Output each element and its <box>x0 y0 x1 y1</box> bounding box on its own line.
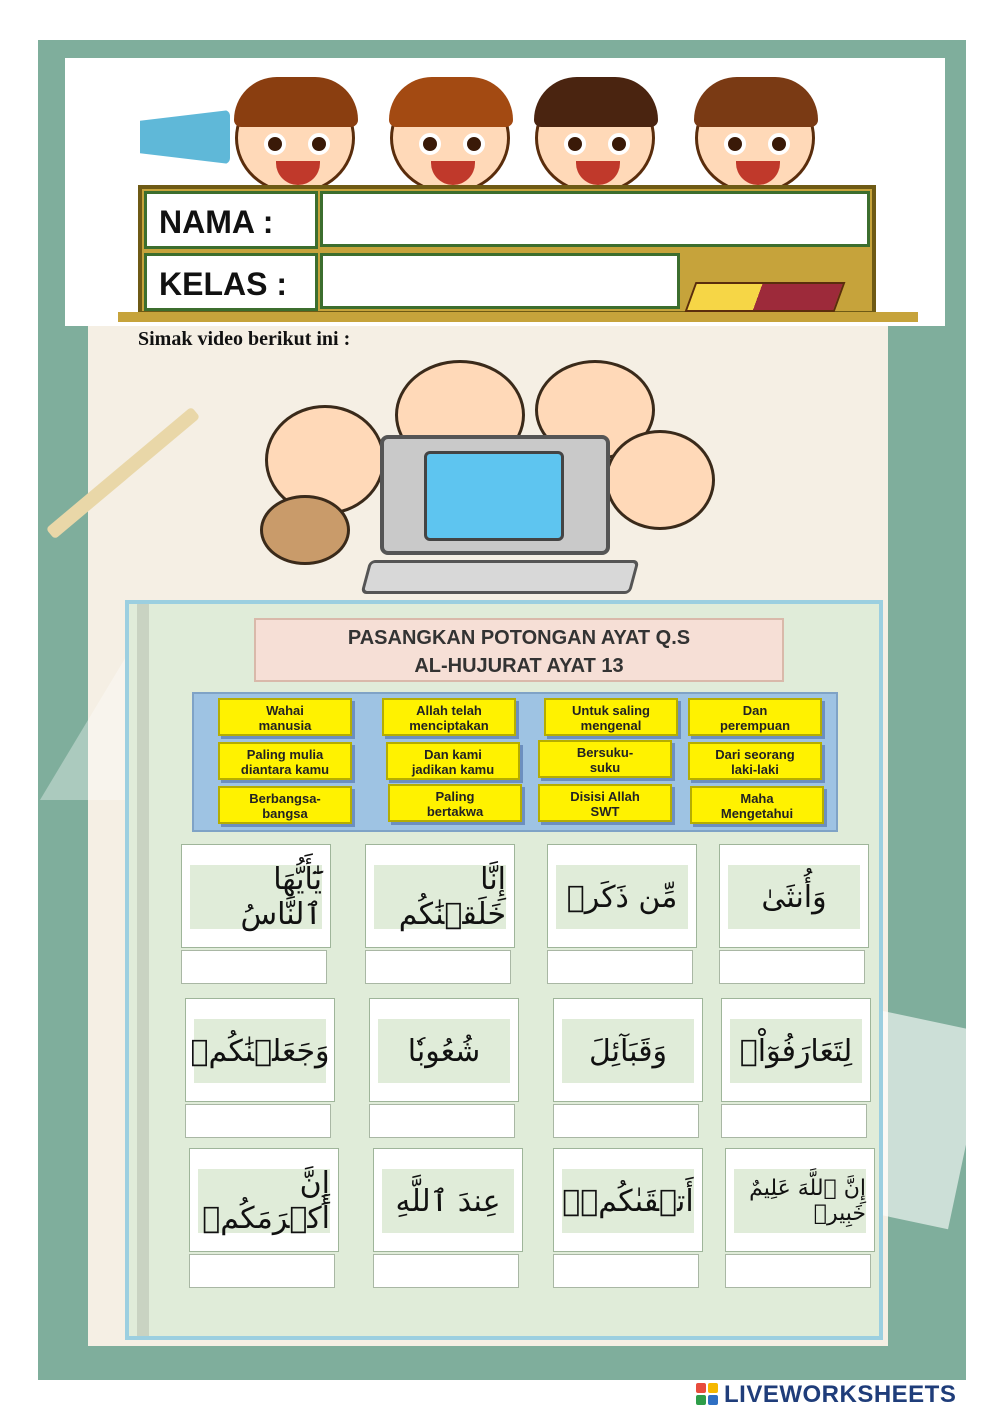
answer-chip[interactable]: Paling bertakwa <box>388 784 522 822</box>
verse-card <box>553 1148 703 1252</box>
answer-drop-zone[interactable] <box>369 1104 515 1138</box>
answer-chip[interactable]: Dan perempuan <box>688 698 822 736</box>
nama-input[interactable] <box>320 191 870 247</box>
verse-text: وَجَعَلۡنَٰكُمۡ <box>194 1019 326 1083</box>
verse-text: أَتۡقَىٰكُمۡۚ <box>562 1169 694 1233</box>
nama-label: NAMA : <box>159 204 274 240</box>
eraser-icon <box>685 282 846 312</box>
answer-drop-zone[interactable] <box>719 950 865 984</box>
answer-drop-zone[interactable] <box>373 1254 519 1288</box>
verse-text: إِنَّ أَكۡرَمَكُمۡ <box>198 1169 330 1233</box>
answer-drop-zone[interactable] <box>365 950 511 984</box>
answer-drop-zone[interactable] <box>189 1254 335 1288</box>
answer-chip-bank <box>192 692 838 832</box>
verse-text: إِنَّ ٱللَّهَ عَلِيمٌ خَبِيرٞ <box>734 1169 866 1233</box>
liveworksheets-logo[interactable] <box>696 1380 956 1410</box>
answer-drop-zone[interactable] <box>185 1104 331 1138</box>
answer-drop-zone[interactable] <box>553 1104 699 1138</box>
verse-card <box>547 844 697 948</box>
kelas-label: KELAS : <box>159 266 287 302</box>
nama-label-box <box>144 191 318 249</box>
boy-face-icon <box>605 430 715 530</box>
panel-title-line2: AL-HUJURAT AYAT 13 <box>414 655 624 677</box>
verse-card <box>553 998 703 1102</box>
answer-chip[interactable]: Paling mulia diantara kamu <box>218 742 352 780</box>
panel-edge <box>137 604 149 1336</box>
answer-chip[interactable]: Disisi Allah SWT <box>538 784 672 822</box>
verse-text: لِتَعَارَفُوٓاْۚ <box>730 1019 862 1083</box>
answer-chip[interactable]: Berbangsa- bangsa <box>218 786 352 824</box>
verse-text: عِندَ ٱللَّهِ <box>382 1169 514 1233</box>
verse-text: مِّن ذَكَرٖ <box>556 865 688 929</box>
verse-card <box>369 998 519 1102</box>
answer-chip[interactable]: Dan kami jadikan kamu <box>386 742 520 780</box>
answer-drop-zone[interactable] <box>553 1254 699 1288</box>
liveworksheets-icon <box>696 1383 720 1407</box>
verse-card <box>721 998 871 1102</box>
kid-face-icon <box>695 82 815 194</box>
matching-panel <box>125 600 883 1340</box>
monitor-icon <box>380 435 610 555</box>
verse-card <box>365 844 515 948</box>
answer-drop-zone[interactable] <box>181 950 327 984</box>
verse-text: شُعُوبٗا <box>378 1019 510 1083</box>
answer-chip[interactable]: Wahai manusia <box>218 698 352 736</box>
verse-card <box>181 844 331 948</box>
brand-name: LIVEWORKSHEETS <box>724 1381 957 1408</box>
verse-text: وَأُنثَىٰ <box>728 865 860 929</box>
answer-chip[interactable]: Allah telah menciptakan <box>382 698 516 736</box>
verse-text: وَقَبَآئِلَ <box>562 1019 694 1083</box>
instruction-text: Simak video berikut ini : <box>138 328 351 350</box>
kid-face-icon <box>390 82 510 194</box>
computer-kids-illustration <box>255 355 725 605</box>
answer-drop-zone[interactable] <box>725 1254 871 1288</box>
kid-face-icon <box>235 82 355 194</box>
kid-face-icon <box>535 82 655 194</box>
dog-icon <box>260 495 350 565</box>
answer-chip[interactable]: Untuk saling mengenal <box>544 698 678 736</box>
answer-chip[interactable]: Bersuku- suku <box>538 740 672 778</box>
kelas-input[interactable] <box>320 253 680 309</box>
kids-illustration <box>140 70 900 195</box>
verse-card <box>185 998 335 1102</box>
verse-card <box>719 844 869 948</box>
board-shelf <box>118 312 918 322</box>
answer-chip[interactable]: Maha Mengetahui <box>690 786 824 824</box>
verse-card <box>373 1148 523 1252</box>
panel-title <box>254 618 784 682</box>
verse-card <box>189 1148 339 1252</box>
panel-title-line1: PASANGKAN POTONGAN AYAT Q.S <box>347 627 691 649</box>
keyboard-icon <box>360 560 639 594</box>
answer-drop-zone[interactable] <box>547 950 693 984</box>
answer-drop-zone[interactable] <box>721 1104 867 1138</box>
verse-text: يَٰٓأَيُّهَا ٱلنَّاسُ <box>190 865 322 929</box>
verse-text: إِنَّا خَلَقۡنَٰكُم <box>374 865 506 929</box>
megaphone-icon <box>140 110 230 164</box>
answer-chip[interactable]: Dari seorang laki-laki <box>688 742 822 780</box>
verse-card <box>725 1148 875 1252</box>
kelas-label-box <box>144 253 318 311</box>
